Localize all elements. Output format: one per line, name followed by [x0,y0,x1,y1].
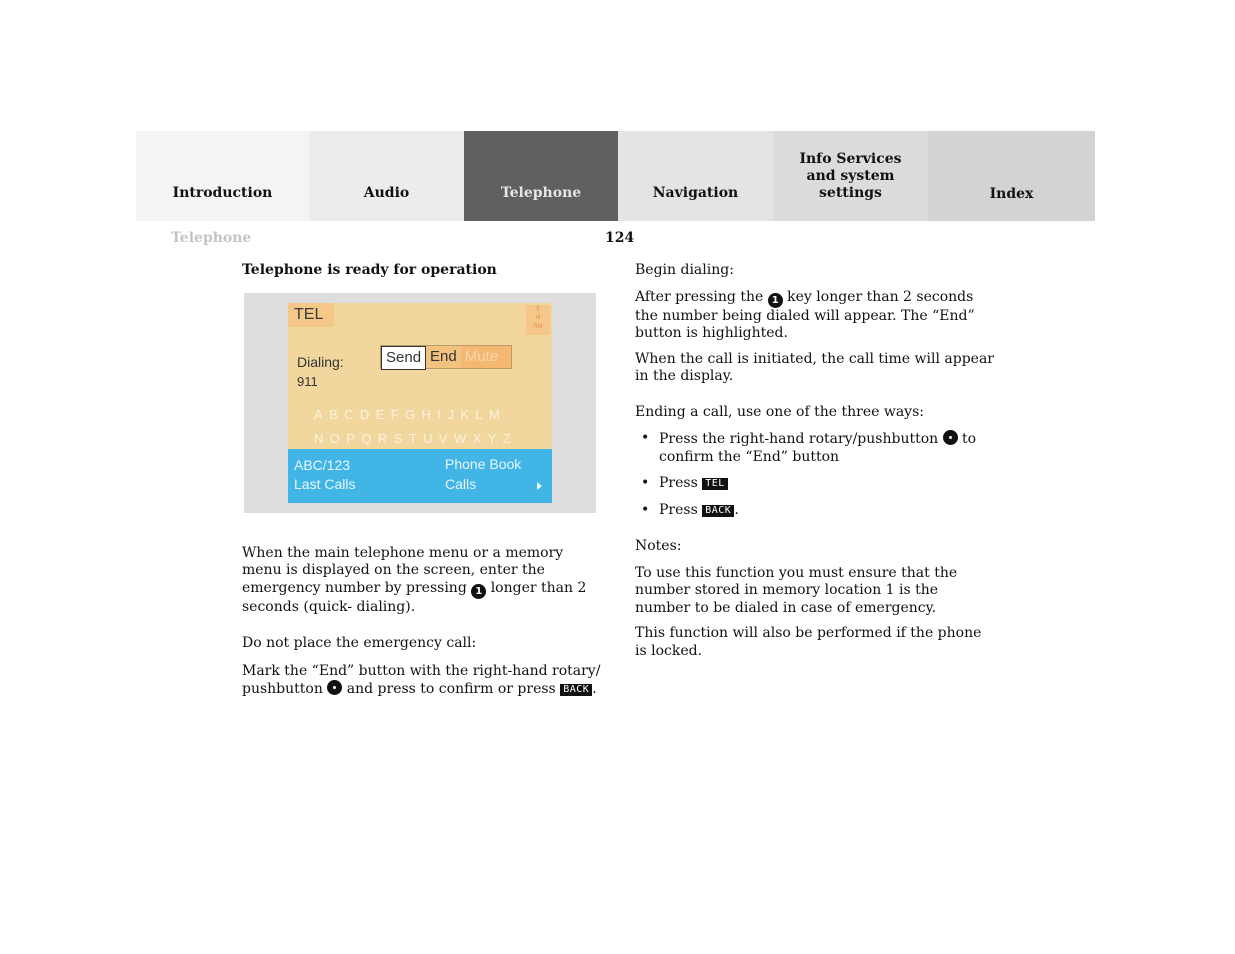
end-call-options [635,430,995,519]
tab-introduction[interactable]: Introduction [136,131,309,221]
call-buttons [380,345,512,369]
back-key-icon: BACK [702,505,734,517]
right-column [635,262,995,660]
dialed-number: 911 [297,374,318,389]
letter-row: ABCDEFGHIJKLM [314,407,507,422]
letter-row: NOPQRSTUVWXYZ [314,431,518,446]
list-item: • Press TEL [635,475,995,493]
telephone-display [288,303,552,503]
key-1-icon: 1 [768,293,783,308]
back-key-icon: BACK [560,684,592,696]
paragraph: Ending a call, use one of the three ways: [635,403,924,420]
menu-calls: Calls [445,476,477,492]
rotary-pushbutton-icon [943,430,958,445]
paragraph: After pressing the 1 key longer than 2 seconds the number being dialed will appear. The “End” button is highlighted. [635,288,975,341]
paragraph: When the call is initiated, the call time will appear in the display. [635,350,994,384]
dialing-label: Dialing: [297,354,344,370]
paragraph: Mark the “End” button with the right-hand rotary/ pushbutton and press to confirm or press BACK . [242,662,601,697]
soft-key-bar [288,449,552,503]
section-heading: Telephone is ready for operation [242,262,497,278]
key-1-icon: 1 [471,584,486,599]
rotary-pushbutton-icon [327,680,342,695]
tab-navigation[interactable]: Navigation [618,131,773,221]
tab-index[interactable]: Index [928,131,1095,221]
tab-audio[interactable]: Audio [309,131,464,221]
menu-abc123: ABC/123 [294,457,351,473]
section-label: Telephone [171,230,252,246]
paragraph: Do not place the emergency call: [242,635,477,651]
paragraph: Begin dialing: [635,262,734,278]
list-item: • Press the right-hand rotary/pushbutton to confirm the “End” button [635,430,995,466]
send-button: Send [381,346,426,370]
display-figure [244,293,596,513]
end-button: End [426,346,461,368]
section-tabs [136,131,1095,221]
page-number: 124 [605,230,635,246]
paragraph: To use this function you must ensure that the number stored in memory location 1 is the number to be dialed in case of emergency. [635,564,958,616]
tab-telephone[interactable]: Telephone [464,131,618,221]
arrow-right-icon [537,482,542,490]
list-item: • Press BACK . [635,502,995,520]
menu-last-calls: Last Calls [294,476,356,492]
paragraph: This function will also be performed if the phone is locked. [635,625,982,659]
paragraph: Notes: [635,538,682,554]
mute-button: Mute [461,346,511,368]
tel-key-icon: TEL [702,478,728,490]
menu-phone-book: Phone Book [445,456,522,472]
display-title: TEL [288,303,334,327]
tab-info-services[interactable]: Info Services and system settings [773,131,928,221]
signal-strength-icon: 5 ıll RM [526,305,550,335]
paragraph: When the main telephone menu or a memory menu is displayed on the screen, enter the emergency number by pressing 1 longer than 2 seconds (quick- dialing). [242,544,587,615]
